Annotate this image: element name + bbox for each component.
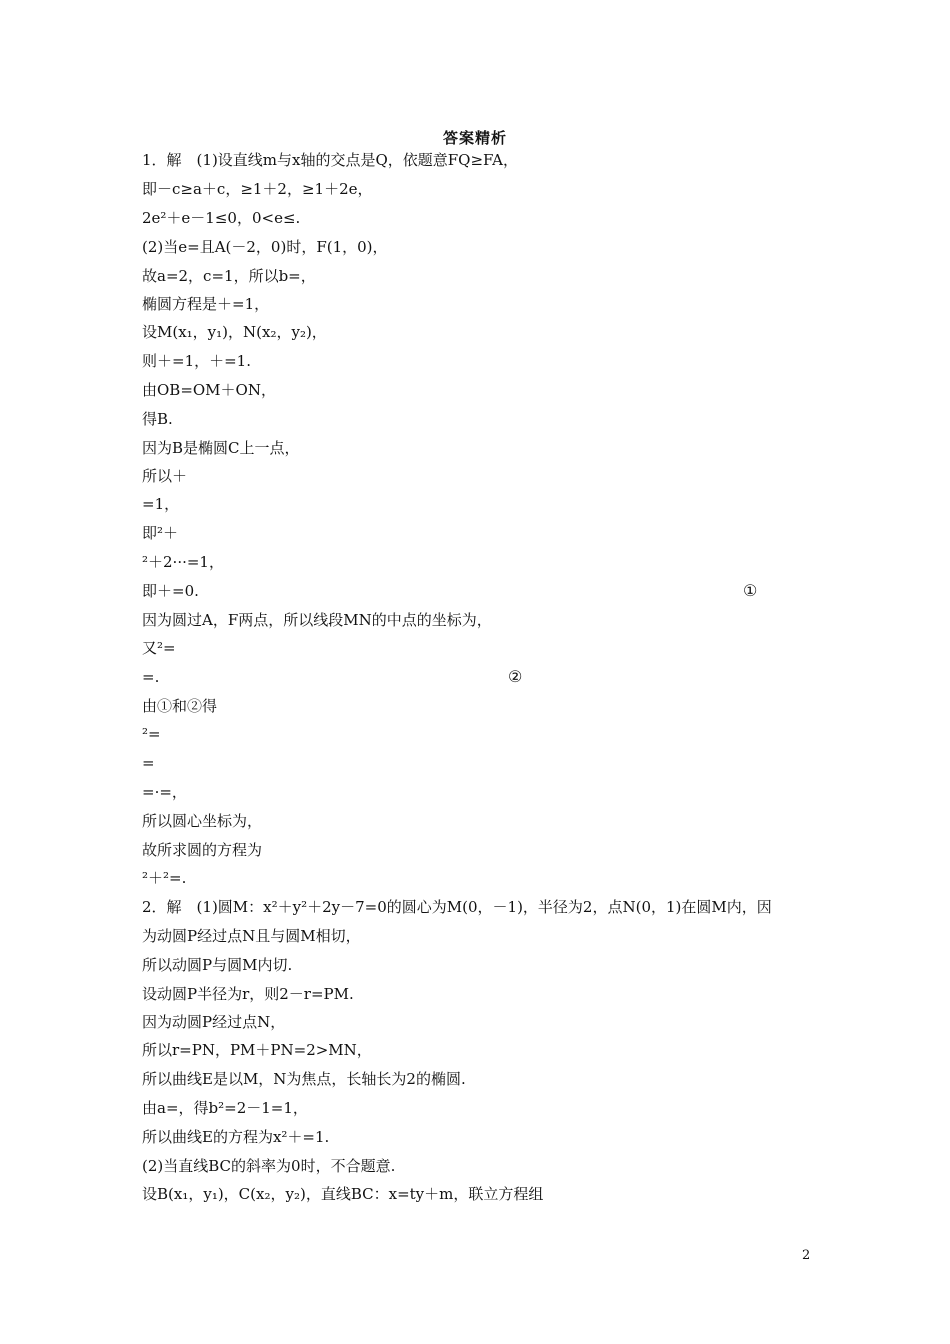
text-line: =. [142,668,160,686]
text-line: ²＋2···=1， [142,553,224,571]
text-line: 即－c≥a＋c，≥1＋2，≥1＋2e， [142,180,373,198]
text-line: 由a=，得b²=2－1=1， [142,1099,308,1117]
text-line: 得B. [142,410,173,428]
text-line: 2．解 (1)圆M：x²＋y²＋2y－7=0的圆心为M(0，－1)，半径为2，点N(0，1)在圆M内，因 [142,898,772,916]
text-line: 即＋=0. [142,582,199,600]
text-line: 所以曲线E的方程为x²＋=1. [142,1128,330,1146]
page-number: 2 [802,1248,811,1263]
text-line: 为动圆P经过点N且与圆M相切， [142,927,361,945]
text-line: 所以r=PN，PM＋PN=2>MN， [142,1041,372,1059]
text-line: 故所求圆的方程为 [142,841,263,859]
equation-marker-2: ② [508,667,523,686]
text-line: 由①和②得 [142,697,218,715]
text-line: (2)当e=且A(－2，0)时，F(1，0)， [142,238,388,256]
text-line: 所以动圆P与圆M内切. [142,956,293,974]
text-line: 则＋=1，＋=1. [142,352,251,370]
text-line: 因为B是椭圆C上一点， [142,439,300,457]
text-line: (2)当直线BC的斜率为0时，不合题意. [142,1157,396,1175]
text-line: 2e²＋e－1≤0，0<e≤. [142,209,301,227]
page-title: 答案精析 [442,129,507,147]
text-line: 所以曲线E是以M，N为焦点，长轴长为2的椭圆. [142,1070,466,1088]
text-line: 因为圆过A，F两点，所以线段MN的中点的坐标为， [142,611,492,629]
equation-marker-1: ① [743,581,758,600]
text-line: 所以＋ [142,467,188,485]
text-line: 故a=2，c=1，所以b=， [142,267,316,285]
text-line: 设B(x₁，y₁)，C(x₂，y₂)，直线BC：x=ty＋m，联立方程组 [142,1185,544,1203]
text-line: = [142,754,155,772]
text-line: =1， [142,495,180,513]
text-line: 椭圆方程是＋=1， [142,295,270,313]
text-line: ²＋²=. [142,869,187,887]
text-line: 又²= [142,639,176,657]
text-line: 由OB=OM＋ON， [142,381,276,399]
text-line: =·=， [142,783,187,801]
text-line: 设动圆P半径为r，则2－r=PM. [142,985,354,1003]
text-line: 设M(x₁，y₁)，N(x₂，y₂)， [142,323,327,341]
text-line: 因为动圆P经过点N， [142,1013,286,1031]
text-line: 所以圆心坐标为， [142,812,263,830]
text-line: 即²＋ [142,524,179,542]
text-line: ²= [142,725,161,743]
text-line: 1．解 (1)设直线m与x轴的交点是Q，依题意FQ≥FA， [142,151,518,169]
